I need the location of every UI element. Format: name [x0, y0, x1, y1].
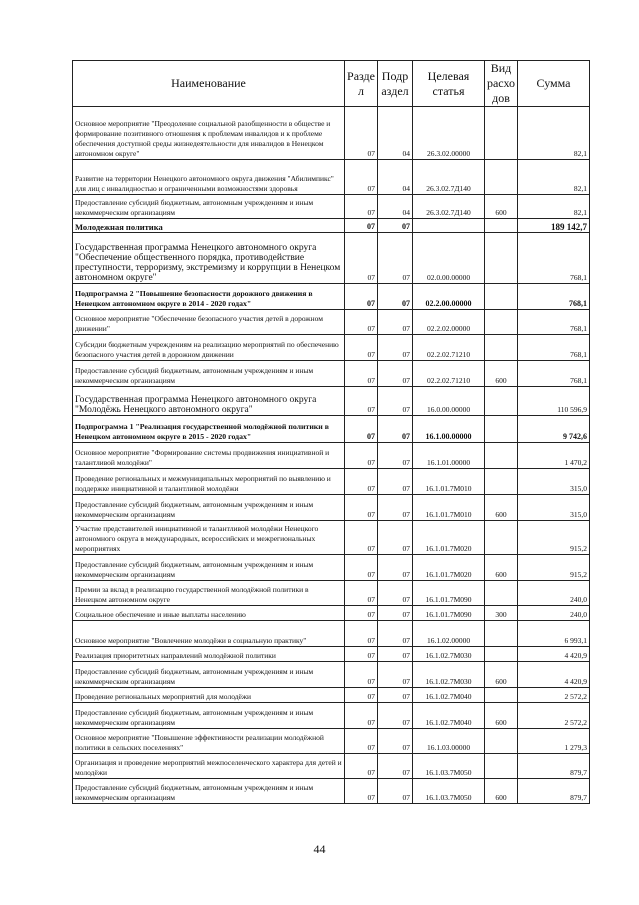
row-target-article: 16.1.01.7М090 [413, 581, 485, 606]
row-amount: 879,7 [518, 754, 590, 779]
table-row [73, 443, 590, 469]
row-expense-type: 600 [485, 495, 518, 521]
row-target-article: 16.1.01.7М010 [413, 469, 485, 495]
table-row [73, 754, 590, 779]
table-row [73, 662, 590, 688]
table-row [73, 361, 590, 387]
row-amount: 1 279,3 [518, 729, 590, 754]
row-amount: 6 993,1 [518, 621, 590, 647]
table-row [73, 107, 590, 160]
row-expense-type [485, 688, 518, 703]
row-subsection: 07 [378, 335, 413, 361]
row-name: Предоставление субсидий бюджетным, автономным учреждениям и иным некоммерческим организациям [73, 703, 345, 729]
row-name: Проведение региональных и межмуниципальных мероприятий по выявлению и поддержке инициативной и талантливой молодёжи [73, 469, 345, 495]
row-target-article: 16.1.03.00000 [413, 729, 485, 754]
row-amount: 768,1 [518, 310, 590, 335]
row-section: 07 [345, 521, 378, 555]
table-row [73, 335, 590, 361]
header-amount: Сумма [518, 61, 590, 107]
row-target-article: 16.1.02.7М030 [413, 662, 485, 688]
table-row [73, 555, 590, 581]
row-amount: 768,1 [518, 361, 590, 387]
row-section: 07 [345, 387, 378, 416]
header-expense-type: Вид расхо дов [485, 61, 518, 107]
row-amount: 915,2 [518, 521, 590, 555]
row-amount: 110 596,9 [518, 387, 590, 416]
row-section: 07 [345, 662, 378, 688]
row-target-article: 16.1.00.00000 [413, 416, 485, 443]
row-target-article: 16.1.03.7М050 [413, 779, 485, 804]
row-amount: 915,2 [518, 555, 590, 581]
row-section: 07 [345, 647, 378, 662]
row-expense-type: 600 [485, 361, 518, 387]
row-subsection: 07 [378, 754, 413, 779]
row-section: 07 [345, 219, 378, 233]
row-section: 07 [345, 416, 378, 443]
row-expense-type [485, 729, 518, 754]
row-section: 07 [345, 361, 378, 387]
row-amount: 768,1 [518, 233, 590, 284]
row-subsection: 07 [378, 284, 413, 310]
row-subsection: 07 [378, 443, 413, 469]
table-row [73, 160, 590, 195]
row-amount: 82,1 [518, 160, 590, 195]
row-amount: 315,0 [518, 469, 590, 495]
row-subsection: 07 [378, 647, 413, 662]
row-expense-type [485, 233, 518, 284]
row-target-article: 16.1.01.00000 [413, 443, 485, 469]
row-section: 07 [345, 688, 378, 703]
row-subsection: 07 [378, 416, 413, 443]
row-expense-type [485, 335, 518, 361]
row-name: Основное мероприятие "Обеспечение безопасного участия детей в дорожном движении" [73, 310, 345, 335]
row-name: Предоставление субсидий бюджетным, автономным учреждениям и иным некоммерческим организациям [73, 495, 345, 521]
row-expense-type [485, 581, 518, 606]
row-section: 07 [345, 581, 378, 606]
row-target-article: 26.3.02.7Д140 [413, 160, 485, 195]
row-target-article: 02.2.00.00000 [413, 284, 485, 310]
row-subsection: 04 [378, 160, 413, 195]
header-section: Разде л [345, 61, 378, 107]
row-expense-type [485, 160, 518, 195]
row-subsection: 07 [378, 310, 413, 335]
row-section: 07 [345, 495, 378, 521]
header-target-article: Целевая статья [413, 61, 485, 107]
row-section: 07 [345, 160, 378, 195]
row-section: 07 [345, 310, 378, 335]
row-expense-type: 600 [485, 195, 518, 219]
table-row [73, 647, 590, 662]
row-target-article: 02.2.02.71210 [413, 335, 485, 361]
row-target-article: 16.0.00.00000 [413, 387, 485, 416]
row-name: Предоставление субсидий бюджетным, автономным учреждениям и иным некоммерческим организациям [73, 195, 345, 219]
row-name: Социальное обеспечение и иные выплаты населению [73, 606, 345, 621]
row-name: Развитие на территории Ненецкого автономного округа движения "Абилимпикс" для лиц с инвалидностью и ограниченными возможностями здоровья [73, 160, 345, 195]
row-target-article: 16.1.02.00000 [413, 621, 485, 647]
table-row [73, 284, 590, 310]
row-amount: 2 572,2 [518, 688, 590, 703]
row-expense-type [485, 521, 518, 555]
row-section: 07 [345, 107, 378, 160]
row-section: 07 [345, 606, 378, 621]
row-expense-type: 600 [485, 703, 518, 729]
table-row [73, 581, 590, 606]
row-target-article: 16.1.01.7М020 [413, 521, 485, 555]
row-subsection: 07 [378, 621, 413, 647]
row-expense-type [485, 416, 518, 443]
row-expense-type: 600 [485, 779, 518, 804]
table-row [73, 495, 590, 521]
budget-table [72, 60, 590, 804]
row-target-article: 16.1.03.7М050 [413, 754, 485, 779]
row-expense-type: 600 [485, 662, 518, 688]
row-expense-type [485, 310, 518, 335]
row-amount: 189 142,7 [518, 219, 590, 233]
row-name: Государственная программа Ненецкого автономного округа "Обеспечение общественного порядка, противодействие преступности, терроризму, экстремизму и коррупции в Ненецком автономном округе" [73, 233, 345, 284]
row-section: 07 [345, 779, 378, 804]
row-section: 07 [345, 443, 378, 469]
row-name: Участие представителей инициативной и талантливой молодёжи Ненецкого автономного округа в международных, всероссийских и межрегиональных мероприятиях [73, 521, 345, 555]
row-amount: 879,7 [518, 779, 590, 804]
table-row [73, 521, 590, 555]
row-name: Организация и проведение мероприятий межпоселенческого характера для детей и молодёжи [73, 754, 345, 779]
table-row [73, 729, 590, 754]
row-subsection: 07 [378, 361, 413, 387]
row-amount: 240,0 [518, 606, 590, 621]
row-amount: 1 470,2 [518, 443, 590, 469]
row-name: Субсидии бюджетным учреждениям на реализацию мероприятий по обеспечению безопасного участия детей в дорожном движении [73, 335, 345, 361]
row-subsection: 07 [378, 729, 413, 754]
table-row [73, 688, 590, 703]
row-amount: 240,0 [518, 581, 590, 606]
row-section: 07 [345, 469, 378, 495]
row-name: Молодежная политика [73, 219, 345, 233]
row-section: 07 [345, 754, 378, 779]
row-expense-type [485, 754, 518, 779]
row-subsection: 04 [378, 195, 413, 219]
table-row [73, 416, 590, 443]
header-subsection: Подр аздел [378, 61, 413, 107]
row-section: 07 [345, 729, 378, 754]
row-subsection: 04 [378, 107, 413, 160]
row-section: 07 [345, 233, 378, 284]
row-expense-type [485, 469, 518, 495]
row-name: Премии за вклад в реализацию государственной молодёжной политики в Ненецком автономном округе [73, 581, 345, 606]
row-subsection: 07 [378, 703, 413, 729]
row-expense-type [485, 387, 518, 416]
row-name: Основное мероприятие "Преодоление социальной разобщенности в обществе и формирование позитивного отношения к проблемам инвалидов и к проблеме обеспечения доступной среды жизнедеятельности для инвалидов в Ненецком автономном округе" [73, 107, 345, 160]
row-amount: 9 742,6 [518, 416, 590, 443]
row-subsection: 07 [378, 521, 413, 555]
row-subsection: 07 [378, 495, 413, 521]
header-name: Наименование [73, 61, 345, 107]
table-row [73, 387, 590, 416]
row-target-article: 16.1.01.7М010 [413, 495, 485, 521]
row-name: Основное мероприятие "Формирование системы продвижения инициативной и талантливой молодёжи" [73, 443, 345, 469]
row-section: 07 [345, 335, 378, 361]
row-name: Проведение региональных мероприятий для молодёжи [73, 688, 345, 703]
row-section: 07 [345, 195, 378, 219]
table-header-row [73, 61, 590, 107]
row-amount: 315,0 [518, 495, 590, 521]
row-target-article: 16.1.02.7М040 [413, 688, 485, 703]
row-target-article [413, 219, 485, 233]
row-subsection: 07 [378, 555, 413, 581]
row-name: Государственная программа Ненецкого автономного округа "Молодёжь Ненецкого автономного округа" [73, 387, 345, 416]
table-row [73, 606, 590, 621]
row-expense-type [485, 284, 518, 310]
row-target-article: 16.1.01.7М090 [413, 606, 485, 621]
table-row [73, 219, 590, 233]
row-expense-type [485, 219, 518, 233]
row-subsection: 07 [378, 662, 413, 688]
row-target-article: 16.1.02.7М040 [413, 703, 485, 729]
table-row [73, 621, 590, 647]
row-expense-type [485, 647, 518, 662]
row-name: Основное мероприятие "Повышение эффективности реализации молодёжной политики в сельских поселениях" [73, 729, 345, 754]
row-name: Подпрограмма 1 "Реализация государственной молодёжной политики в Ненецком автономном округе в 2015 - 2020 годах" [73, 416, 345, 443]
row-name: Предоставление субсидий бюджетным, автономным учреждениям и иным некоммерческим организациям [73, 662, 345, 688]
row-expense-type [485, 107, 518, 160]
table-row [73, 195, 590, 219]
row-section: 07 [345, 284, 378, 310]
row-section: 07 [345, 621, 378, 647]
row-target-article: 02.0.00.00000 [413, 233, 485, 284]
row-target-article: 16.1.02.7М030 [413, 647, 485, 662]
row-expense-type: 600 [485, 555, 518, 581]
table-row [73, 233, 590, 284]
row-target-article: 26.3.02.7Д140 [413, 195, 485, 219]
row-section: 07 [345, 703, 378, 729]
row-name: Реализация приоритетных направлений молодёжной политики [73, 647, 345, 662]
row-expense-type: 300 [485, 606, 518, 621]
row-target-article: 02.2.02.00000 [413, 310, 485, 335]
row-subsection: 07 [378, 233, 413, 284]
row-expense-type [485, 621, 518, 647]
row-target-article: 26.3.02.00000 [413, 107, 485, 160]
row-subsection: 07 [378, 606, 413, 621]
row-target-article: 16.1.01.7М020 [413, 555, 485, 581]
row-amount: 2 572,2 [518, 703, 590, 729]
row-amount: 82,1 [518, 195, 590, 219]
row-name: Предоставление субсидий бюджетным, автономным учреждениям и иным некоммерческим организациям [73, 555, 345, 581]
table-row [73, 310, 590, 335]
row-subsection: 07 [378, 219, 413, 233]
page-number: 44 [313, 842, 326, 856]
row-amount: 768,1 [518, 335, 590, 361]
row-name: Подпрограмма 2 "Повышение безопасности дорожного движения в Ненецком автономном округе в 2014 - 2020 годах" [73, 284, 345, 310]
row-subsection: 07 [378, 469, 413, 495]
row-subsection: 07 [378, 688, 413, 703]
row-expense-type [485, 443, 518, 469]
row-amount: 4 420,9 [518, 647, 590, 662]
row-section: 07 [345, 555, 378, 581]
row-subsection: 07 [378, 779, 413, 804]
row-name: Предоставление субсидий бюджетным, автономным учреждениям и иным некоммерческим организациям [73, 361, 345, 387]
row-name: Основное мероприятие "Вовлечение молодёжи в социальную практику" [73, 621, 345, 647]
table-row [73, 469, 590, 495]
table-row [73, 703, 590, 729]
row-subsection: 07 [378, 387, 413, 416]
row-amount: 768,1 [518, 284, 590, 310]
row-subsection: 07 [378, 581, 413, 606]
row-amount: 4 420,9 [518, 662, 590, 688]
row-name: Предоставление субсидий бюджетным, автономным учреждениям и иным некоммерческим организациям [73, 779, 345, 804]
table-row [73, 779, 590, 804]
row-target-article: 02.2.02.71210 [413, 361, 485, 387]
row-amount: 82,1 [518, 107, 590, 160]
